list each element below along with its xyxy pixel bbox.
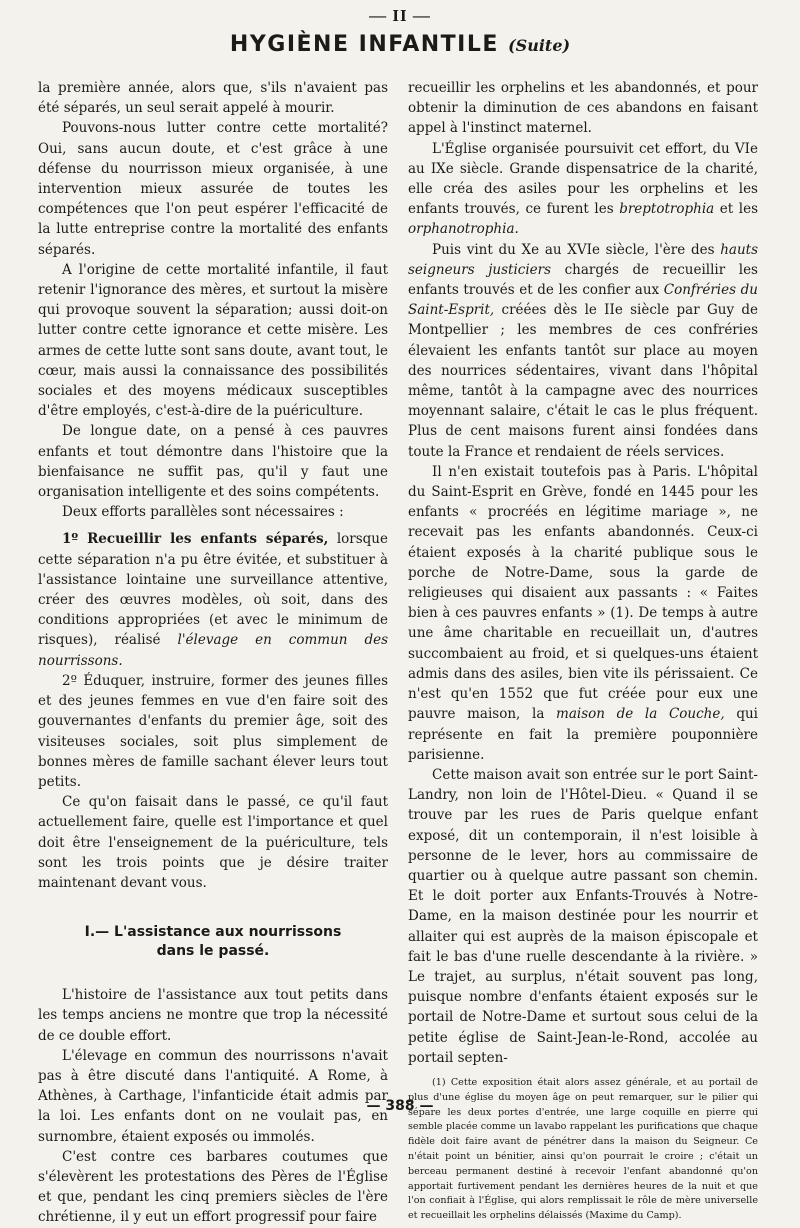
paragraph-text: lorsque cette séparation n'a pu être évitée, et substituer à l'assistance lointaine une surveillance attentive, créer des œuvres modèles, où soit, dans des conditions appropriées (et avec le minimum de risques), réalisé [38,531,388,649]
running-page-number: — II — [369,6,431,25]
page-number: — 388 — [366,1098,434,1114]
paragraph: Ce qu'on faisait dans le passé, ce qu'il faut actuellement faire, quelle est l'importance et quel doit être l'enseignement de la puériculture, tels sont les trois points que je désire traiter maintenant devant vous. [38,794,388,891]
italic-phrase: l'élevage en commun des nourrissons. [38,632,388,669]
footnote: (1) Cette exposition était alors assez générale, et au portail de plus d'une église du moyen âge on peut remarquer, sur le pilier qui sépare les deux portes d'entrée, une large coquille en pierre qui semble placée comme un lavabo rappelant les purifications que chaque fidèle doit faire avant de pénétrer dans la maison du Seigneur. Ce n'était point un bénitier, ainsi qu'on pourrait le croire ; c'était un berceau permanent destiné à recevoir l'enfant abandonné qu'on apportait furtivement pendant les dernières heures de la nuit et que l'on confiait à l'Église, qui alors remplissait le rôle de mère universelle et recueillait les orphelins délaissés (Maxime du Camp). [408,1076,758,1222]
paragraph-text: chargés de recueillir les enfants trouvés et de les confier aux [408,261,758,299]
paragraph: Cette maison avait son entrée sur le port Saint-Landry, non loin de l'Hôtel-Dieu. « Quand il se trouve par les rues de Paris quelque enfant exposé, dit un contemporain, il n'est loisible à personne de le lever, hors au commissaire de quartier ou à quelque autre passant son chemin. Et le doit porter aux Enfants-Trouvés à Notre-Dame, en la maison destinée pour les nourrir et allaiter qui est auprès de la maison épiscopale et fait le bas d'une ruelle descendante à la rivière. » Le trajet, au surplus, n'était souvent pas long, puisque nombre d'enfants étaient exposés sur le portail de Notre-Dame et surtout sous celui de la petite église de Saint-Jean-le-Rond, accolée au portail septen- [408,766,758,1066]
paragraph-text: et les [714,201,758,218]
italic-term: orphanotrophia. [408,221,519,238]
paragraph: C'est contre ces barbares coutumes que s'élevèrent les protestations des Pères de l'Église et que, pendant les cinq premiers siècles de l'ère chrétienne, il y eut un effort progressif pour faire [38,1148,388,1226]
page-title [0,32,800,57]
italic-term: maison de la Couche, [556,706,725,723]
paragraph-text: qui représente en fait la première pouponnière parisienne. [408,706,758,763]
paragraph: De longue date, on a pensé à ces pauvres enfants et tout démontre dans l'histoire que la bienfaisance ne suffit pas, qu'il y faut une organisation intelligente et des soins compétents. [38,423,388,501]
paragraph [408,462,758,765]
right-column [408,78,758,1224]
paragraph: Deux efforts parallèles sont nécessaires : [62,504,344,521]
title-text: HYGIÈNE INFANTILE [229,32,499,57]
paragraph: Pouvons-nous lutter contre cette mortalité? Oui, sans aucun doute, et c'est grâce à une défense du nourrisson mieux organisée, à une intervention mieux assurée de toutes les compétences que l'on peut espérer l'efficacité de la lutte entreprise contre la mortalité des enfants séparés. [38,120,388,258]
paragraph: A l'origine de cette mortalité infantile, il faut retenir l'ignorance des mères, et surtout la misère qui provoque souvent la séparation; aussi doit-on lutter contre cette ignorance et cette misère. Les armes de cette lutte sont sans doute, avant tout, le cœur, mais aussi la connaissance des possibilités sociales et des moyens médicaux susceptibles d'être employés, c'est-à-dire de la puériculture. [38,261,388,420]
paragraph: L'élevage en commun des nourrissons n'avait pas à être discuté dans l'antiquité. A Rome, à Athènes, à Carthage, l'infanticide était admis par la loi. Les enfants dont on ne voulait pas, en surnombre, étaient exposés ou immolés. [38,1047,388,1145]
title-suite: (Suite) [508,36,571,55]
paragraph: L'histoire de l'assistance aux tout petits dans les temps anciens ne montre que trop la nécessité de ce double effort. [38,987,388,1044]
paragraph [408,240,758,462]
paragraph-text: L'Église organisée poursuivit cet effort, du VIe au IXe siècle. Grande dispensatrice de la charité, elle créa des asiles pour les orphelins et les enfants trouvés, ce furent les [408,140,758,218]
paragraph-text: Il n'en existait toutefois pas à Paris. L'hôpital du Saint-Esprit en Grève, fondé en 1445 pour les enfants « procréés en légitime mariage », ne recevait pas les enfants abandonnés. Ceux-ci étaient exposés à la charité publique sous le porche de Notre-Dame, sous la garde de religieuses qui disaient aux passants : « Faites bien à ces pauvres enfants » (1). De temps à autre une âme charitable en recueillait un, d'autres succombaient au froid, et si quelques-uns étaient admis dans des asiles, bien vite ils périssaient. Ce n'est qu'en 1552 que fut créée pour eux une pauvre maison, la [408,463,758,723]
section-heading [38,923,388,961]
paragraph-text: créées dès le IIe siècle par Guy de Montpellier ; les membres de ces confréries élevaient les enfants tantôt sur place au moyen des nourrices sédentaires, vivant dans l'hôpital même, tantôt à la campagne avec des nourrices moyennant salaire, c'était le cas le plus fréquent. Plus de cent maisons furent ainsi fondées dans toute la France et rendaient de réels services. [408,302,758,460]
paragraph: la première année, alors que, s'ils n'avaient pas été séparés, un seul serait appelé à mourir. [38,80,388,117]
numbered-paragraph-2: 2º Éduquer, instruire, former des jeunes filles et des jeunes femmes en vue d'en faire soit des gouvernantes d'enfants du premier âge, soit des visiteuses sociales, soit plus simplement de bonnes mères de famille sachant élever leurs tout petits. [38,672,388,790]
italic-term: Confréries du Saint-Esprit, [408,282,758,319]
paragraph-text: Puis vint du Xe au XVIe siècle, l'ère des [432,241,721,258]
italic-term: hauts seigneurs justiciers [408,241,758,278]
footnote-separator [408,1068,758,1076]
left-column [38,78,388,1228]
paragraph: recueillir les orphelins et les abandonnés, et pour obtenir la diminution de ces abandons en faisant appel à l'instinct maternel. [408,80,758,137]
numbered-lead: 1º Recueillir les enfants séparés, [62,531,329,548]
paragraph [408,139,758,240]
numbered-paragraph-1 [38,529,388,670]
section-heading-line: dans le passé. [156,943,270,960]
section-heading-line: I.— L'assistance aux nourrissons [84,924,342,941]
italic-term: breptotrophia [619,201,715,218]
